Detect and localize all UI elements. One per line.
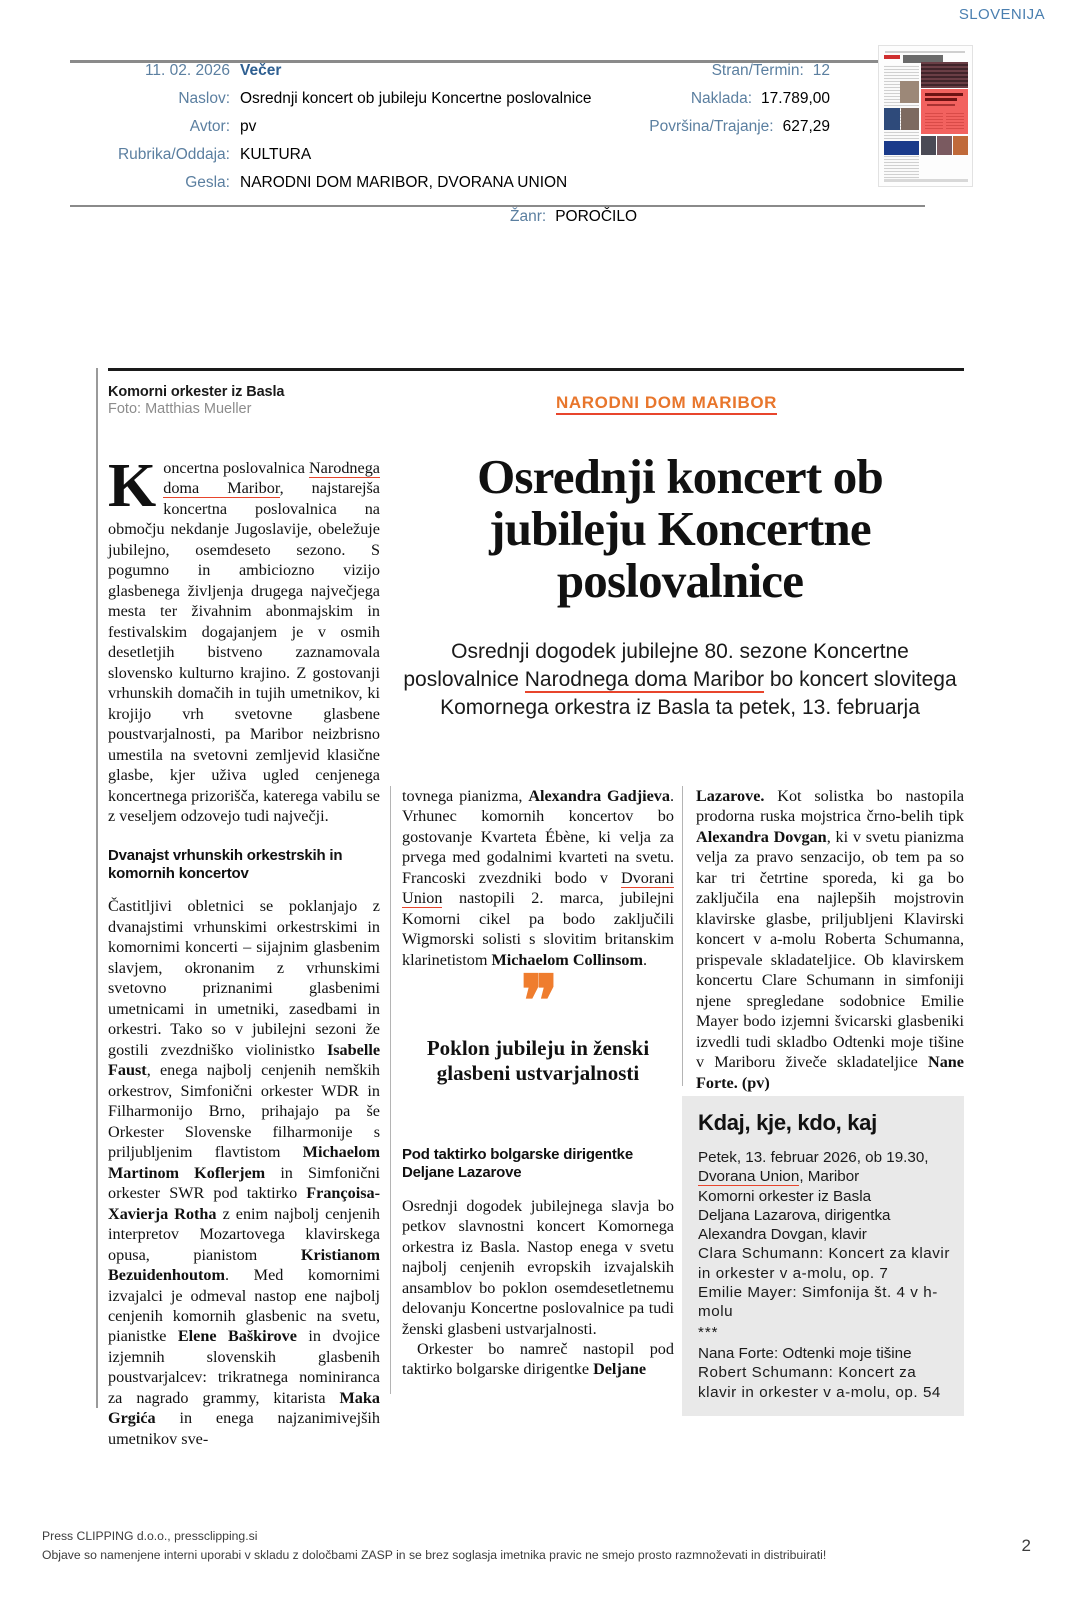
value-naslov: Osrednji koncert ob jubileju Koncertne poslovalnice <box>240 90 592 107</box>
col1-name-kristian-bezuidenhout: Kristianom Bezuidenhoutom <box>108 1245 380 1285</box>
col3-p1-b: , ki v svetu pianizma velja za pravo senzacijo, ob tem pa so kar tri četrtine sporeda, ki ga bo zaključila ena najlepših mojstrovin klavirske glasbe, priljubljeni Klavirski koncert v a-molu Roberta Schumanna, prispevale skladateljice. Ob klavirskem koncertu Clare Schumann in simfoniji njene spregledane sodobnice Emilie Mayer bodo izjemni švicarski glasbeniki izvedli tudi skladbo Odtenki moje tišine v Mariboru živeče skladateljice <box>696 827 964 1072</box>
info-box-datetime: Petek, 13. februar 2026, ob 19.30, <box>698 1149 929 1166</box>
col2-name-alexander-gadjiev: Alexandra Gadjieva <box>528 787 670 805</box>
value-naklada: 17.789,00 <box>761 90 830 107</box>
pull-quote <box>402 964 674 1086</box>
label-povrsina: Površina/Trajanje: <box>649 118 774 135</box>
col2-p3-a: Orkester bo namreč nastopil pod taktirko bolgarske dirigentke <box>402 1339 674 1379</box>
article-kicker <box>556 393 777 413</box>
info-box-soloist: Alexandra Dovgan, klavir <box>698 1226 867 1244</box>
col1-p2-d: z enim najbolj cenjenih interpretov Mozartovega klavirskega opusa, pianistom <box>108 1204 380 1264</box>
info-box-venue <box>698 1167 950 1186</box>
label-avtor: Avtor: <box>189 118 230 135</box>
thumbnail-topline <box>885 51 965 53</box>
col1-p1-b: , najstarejša koncertna poslovalnica na območju nekdanje Jugoslavije, obeležuje jubilejno, osemdeseto sezono. S pogumno in ambiciozno vizijo glasbenega življenja drugega največjega mesta ter živahnim abonmajskim in festivalskim dogajanjem je v osmih desetletjih bistveno zaznamovala slovensko kulturno krajino. Z gostovanji vrhunskih domačih in tujih umetnikov, ki krojijo vrh svetovne glasbene poustvarjalnosti, pa Maribor neizbrisno umestila na svetovni zemljevid klasične glasbe, kjer uživa ugled cenjenega koncertnega prizorišča, katerega vabilu se z veseljem odzovejo tudi največji. <box>108 479 380 826</box>
col1-p2-g: in enega najzanimivejših umetnikov sve- <box>108 1409 380 1448</box>
page-footer <box>42 1527 826 1564</box>
event-info-box <box>682 1096 964 1416</box>
label-gesla: Gesla: <box>185 174 230 191</box>
quotation-mark-icon: ❞ <box>520 964 556 1041</box>
col1-p2-e: . Med komornimi izvajalci je odmeval nastop ene najbolj cenjenih komornih glasbenic na svetu, pianistke <box>108 1266 380 1346</box>
article-column-2 <box>402 786 674 970</box>
thumbnail-footer <box>884 179 968 182</box>
col3-paragraph-1 <box>696 786 964 1093</box>
value-povrsina: 627,29 <box>782 118 830 135</box>
col1-name-elena-baskirova: Elene Baškirove <box>177 1327 297 1346</box>
col2-paragraph-2: Osrednji dogodek jubilejnega slavja bo petkov slavnostni koncert Komornega orkestra iz Basla. Nastop enega v svetu najbolj cenjenih evropskih izvajalskih ansamblov bo poklon osemdesetletnemu delovanju Koncertne poslovalnice pa tudi ženski glasbeni ustvarjalnosti. <box>402 1196 674 1338</box>
col2-name-deljana: Deljane <box>593 1360 647 1379</box>
thumbnail-portrait-3 <box>953 136 968 155</box>
metadata-row-section <box>70 146 830 174</box>
info-box-program-3: Nana Forte: Odtenki moje tišine <box>698 1345 912 1363</box>
value-rubrika: KULTURA <box>240 146 312 163</box>
article-subhead-1: Dvanajst vrhunskih orkestrskih in komornih koncertov <box>108 846 343 883</box>
info-box-program-1: Clara Schumann: Koncert za klavir in orkester v a-molu, op. 7 <box>698 1245 950 1282</box>
label-naklada: Naklada: <box>690 90 753 107</box>
col3-p1-a: Kot solistka bo nastopila prodorna ruska mojstrica črno-belih tipk <box>696 787 964 826</box>
footer-company: Press CLIPPING d.o.o., pressclipping.si <box>42 1529 258 1544</box>
col3-name-alexandra-dovgan: Alexandra Dovgan <box>696 827 827 846</box>
photo-caption-title: Komorni orkester iz Basla <box>108 384 285 400</box>
metadata-row-area <box>500 118 830 146</box>
thumbnail-red-panel <box>921 89 968 134</box>
standfirst-part2: bo koncert slovitega Komornega orkestra iz Basla ta petek, 13. februarja <box>440 667 957 719</box>
label-zanr: Žanr: <box>510 208 547 225</box>
metadata-row-page <box>500 62 830 90</box>
article-left-rule <box>96 368 98 1408</box>
column-divider-2 <box>682 786 683 1086</box>
photo-caption <box>108 384 378 417</box>
info-box-title: Kdaj, kje, kdo, kaj <box>698 1110 877 1135</box>
info-box-program-4: Robert Schumann: Koncert za klavir in orkester v a-molu, op. 54 <box>698 1364 941 1401</box>
header-bottom-rule <box>70 205 925 207</box>
info-box-venue-city: , Maribor <box>799 1168 860 1186</box>
col2-name-michael-collins: Michaelom Collinsom <box>491 950 643 969</box>
col1-p2-a: Častitljivi obletnici se poklanjajo z dvanajstimi vrhunskimi orkestrskimi in komornimi koncerti – sijajnim glasbenim slavjem, okronanim z vrhunskimi svetovno priznanimi glasbenimi umetnicami in umetniki, zasedbami in orkestri. Tako so v jubilejni sezoni že gostili zvezdniško violinistko <box>108 897 380 1059</box>
thumbnail-photo-small-2 <box>884 108 900 130</box>
thumbnail-portrait-2 <box>937 136 952 155</box>
country-tag: SLOVENIJA <box>958 6 1045 23</box>
article-headline: Osrednji koncert ob jubileju Koncertne poslovalnice <box>477 448 883 608</box>
info-box-venue-link: Dvorana Union <box>698 1168 800 1186</box>
article-kicker-text: NARODNI DOM MARIBOR <box>556 393 777 415</box>
article-subhead-2: Pod taktirko bolgarske dirigentke Deljane Lazarove <box>402 1146 633 1182</box>
info-box-ensemble: Komorni orkester iz Basla <box>698 1187 872 1205</box>
col2-p1-c: nastopili 2. marca, jubilejni Komorni cikel pa bodo zaključili Wigmorski solisti s slovitim britanskim klarinetistom <box>402 889 674 969</box>
col1-name-francois-xavier-roth: Françoisa-Xavierja Rotha <box>108 1184 380 1223</box>
col1-name-michael-kofler: Michaelom Martinom Koflerjem <box>108 1143 380 1182</box>
value-stran: 12 <box>812 62 830 79</box>
publication-name: Večer <box>240 62 282 79</box>
column-divider-1 <box>390 786 391 1394</box>
footer-disclaimer: Objave so namenjene interni uporabi v skladu z določbami ZASP in se brez soglasja imetnika pravic ne smejo prosto razmnoževati in distribuirati! <box>42 1547 827 1562</box>
info-box-program-2: Emilie Mayer: Simfonija št. 4 v h-molu <box>698 1284 938 1321</box>
col1-keyword-link: Narodnega doma Maribor <box>163 459 380 498</box>
article-column-3 <box>696 786 964 1093</box>
thumbnail-photo-small-3 <box>901 108 919 130</box>
thumbnail-masthead <box>884 55 900 59</box>
thumbnail-photo-small-1 <box>900 81 919 103</box>
label-rubrika: Rubrika/Oddaja: <box>117 146 230 163</box>
standfirst-part1: Osrednji dogodek jubilejne 80. sezone Koncertne poslovalnice <box>403 640 909 691</box>
label-naslov: Naslov: <box>178 90 230 107</box>
value-zanr: POROČILO <box>555 208 638 225</box>
label-stran: Stran/Termin: <box>711 62 804 79</box>
col2-p1-d: . <box>643 950 648 969</box>
metadata-row-keywords <box>70 174 830 202</box>
col2-p1-b: . Vrhunec komornih koncertov bo gostovanje Kvarteta Ébène, ki velja za prvega med godalnimi kvarteti na svetu. Francoski zvezdniki bodo v <box>402 787 674 887</box>
col3-name-lazarova: Lazarove. <box>696 787 765 805</box>
col3-name-nana-forte: Nane Forte. (pv) <box>696 1053 964 1092</box>
info-box-conductor: Deljana Lazarova, dirigentka <box>698 1206 891 1224</box>
col1-paragraph-2 <box>108 896 380 1449</box>
col1-p2-c: in Simfonični orkester SWR pod taktirko <box>108 1163 380 1203</box>
article-clipping <box>96 368 964 1448</box>
drop-cap: K <box>108 452 157 520</box>
clipping-metadata-right <box>500 62 830 146</box>
metadata-row-genre <box>510 208 637 226</box>
newspaper-page-thumbnail[interactable] <box>878 45 973 187</box>
article-column-1 <box>108 452 380 1449</box>
col1-p2-b: , enega najbolj cenjenih nemških orkestrov, Simfonični orkester WDR in Filharmonijo Brno, prihajajo pa še Orkester Slovenske filharmonije s priljubljenim flavtistom <box>108 1061 380 1162</box>
article-column-2-lower <box>402 1146 674 1380</box>
standfirst-keyword-link: Narodnega doma Maribor <box>524 667 765 691</box>
col1-paragraph-1 <box>108 452 380 827</box>
value-gesla: NARODNI DOM MARIBOR, DVORANA UNION <box>240 174 568 191</box>
col2-keyword-link: Dvorani Union <box>402 868 674 908</box>
col2-p1-a: tovnega pianizma, <box>402 787 529 805</box>
thumbnail-portrait-1 <box>921 136 936 155</box>
article-top-rule <box>108 368 964 371</box>
col1-p1-a: oncertna poslovalnica <box>163 459 309 477</box>
col1-name-mak-grgic: Maka Grgića <box>108 1388 380 1428</box>
info-box-separator: *** <box>698 1323 719 1341</box>
thumbnail-blue-bar <box>884 141 919 155</box>
col2-paragraph-1 <box>402 786 674 970</box>
col1-name-isabelle-faust: Isabelle Faust <box>108 1040 380 1080</box>
metadata-row-circulation <box>500 90 830 118</box>
col2-paragraph-3 <box>402 1339 674 1380</box>
clipping-metadata <box>70 62 830 225</box>
photo-caption-credit: Foto: Matthias Mueller <box>108 401 252 417</box>
thumbnail-photo-audience <box>921 62 968 88</box>
article-standfirst <box>396 638 964 722</box>
page-number: 2 <box>1021 1536 1031 1555</box>
value-avtor: pv <box>240 118 257 135</box>
pull-quote-text: Poklon jubileju in ženski glasbeni ustvarjalnosti <box>426 1036 650 1086</box>
clipping-date: 11. 02. 2026 <box>144 62 230 79</box>
col1-p2-f: in dvojice izjemnih slovenskih glasbenih poustvarjalcev: trikratnega nominiranca za nagrado grammy, kitarista <box>108 1327 380 1407</box>
